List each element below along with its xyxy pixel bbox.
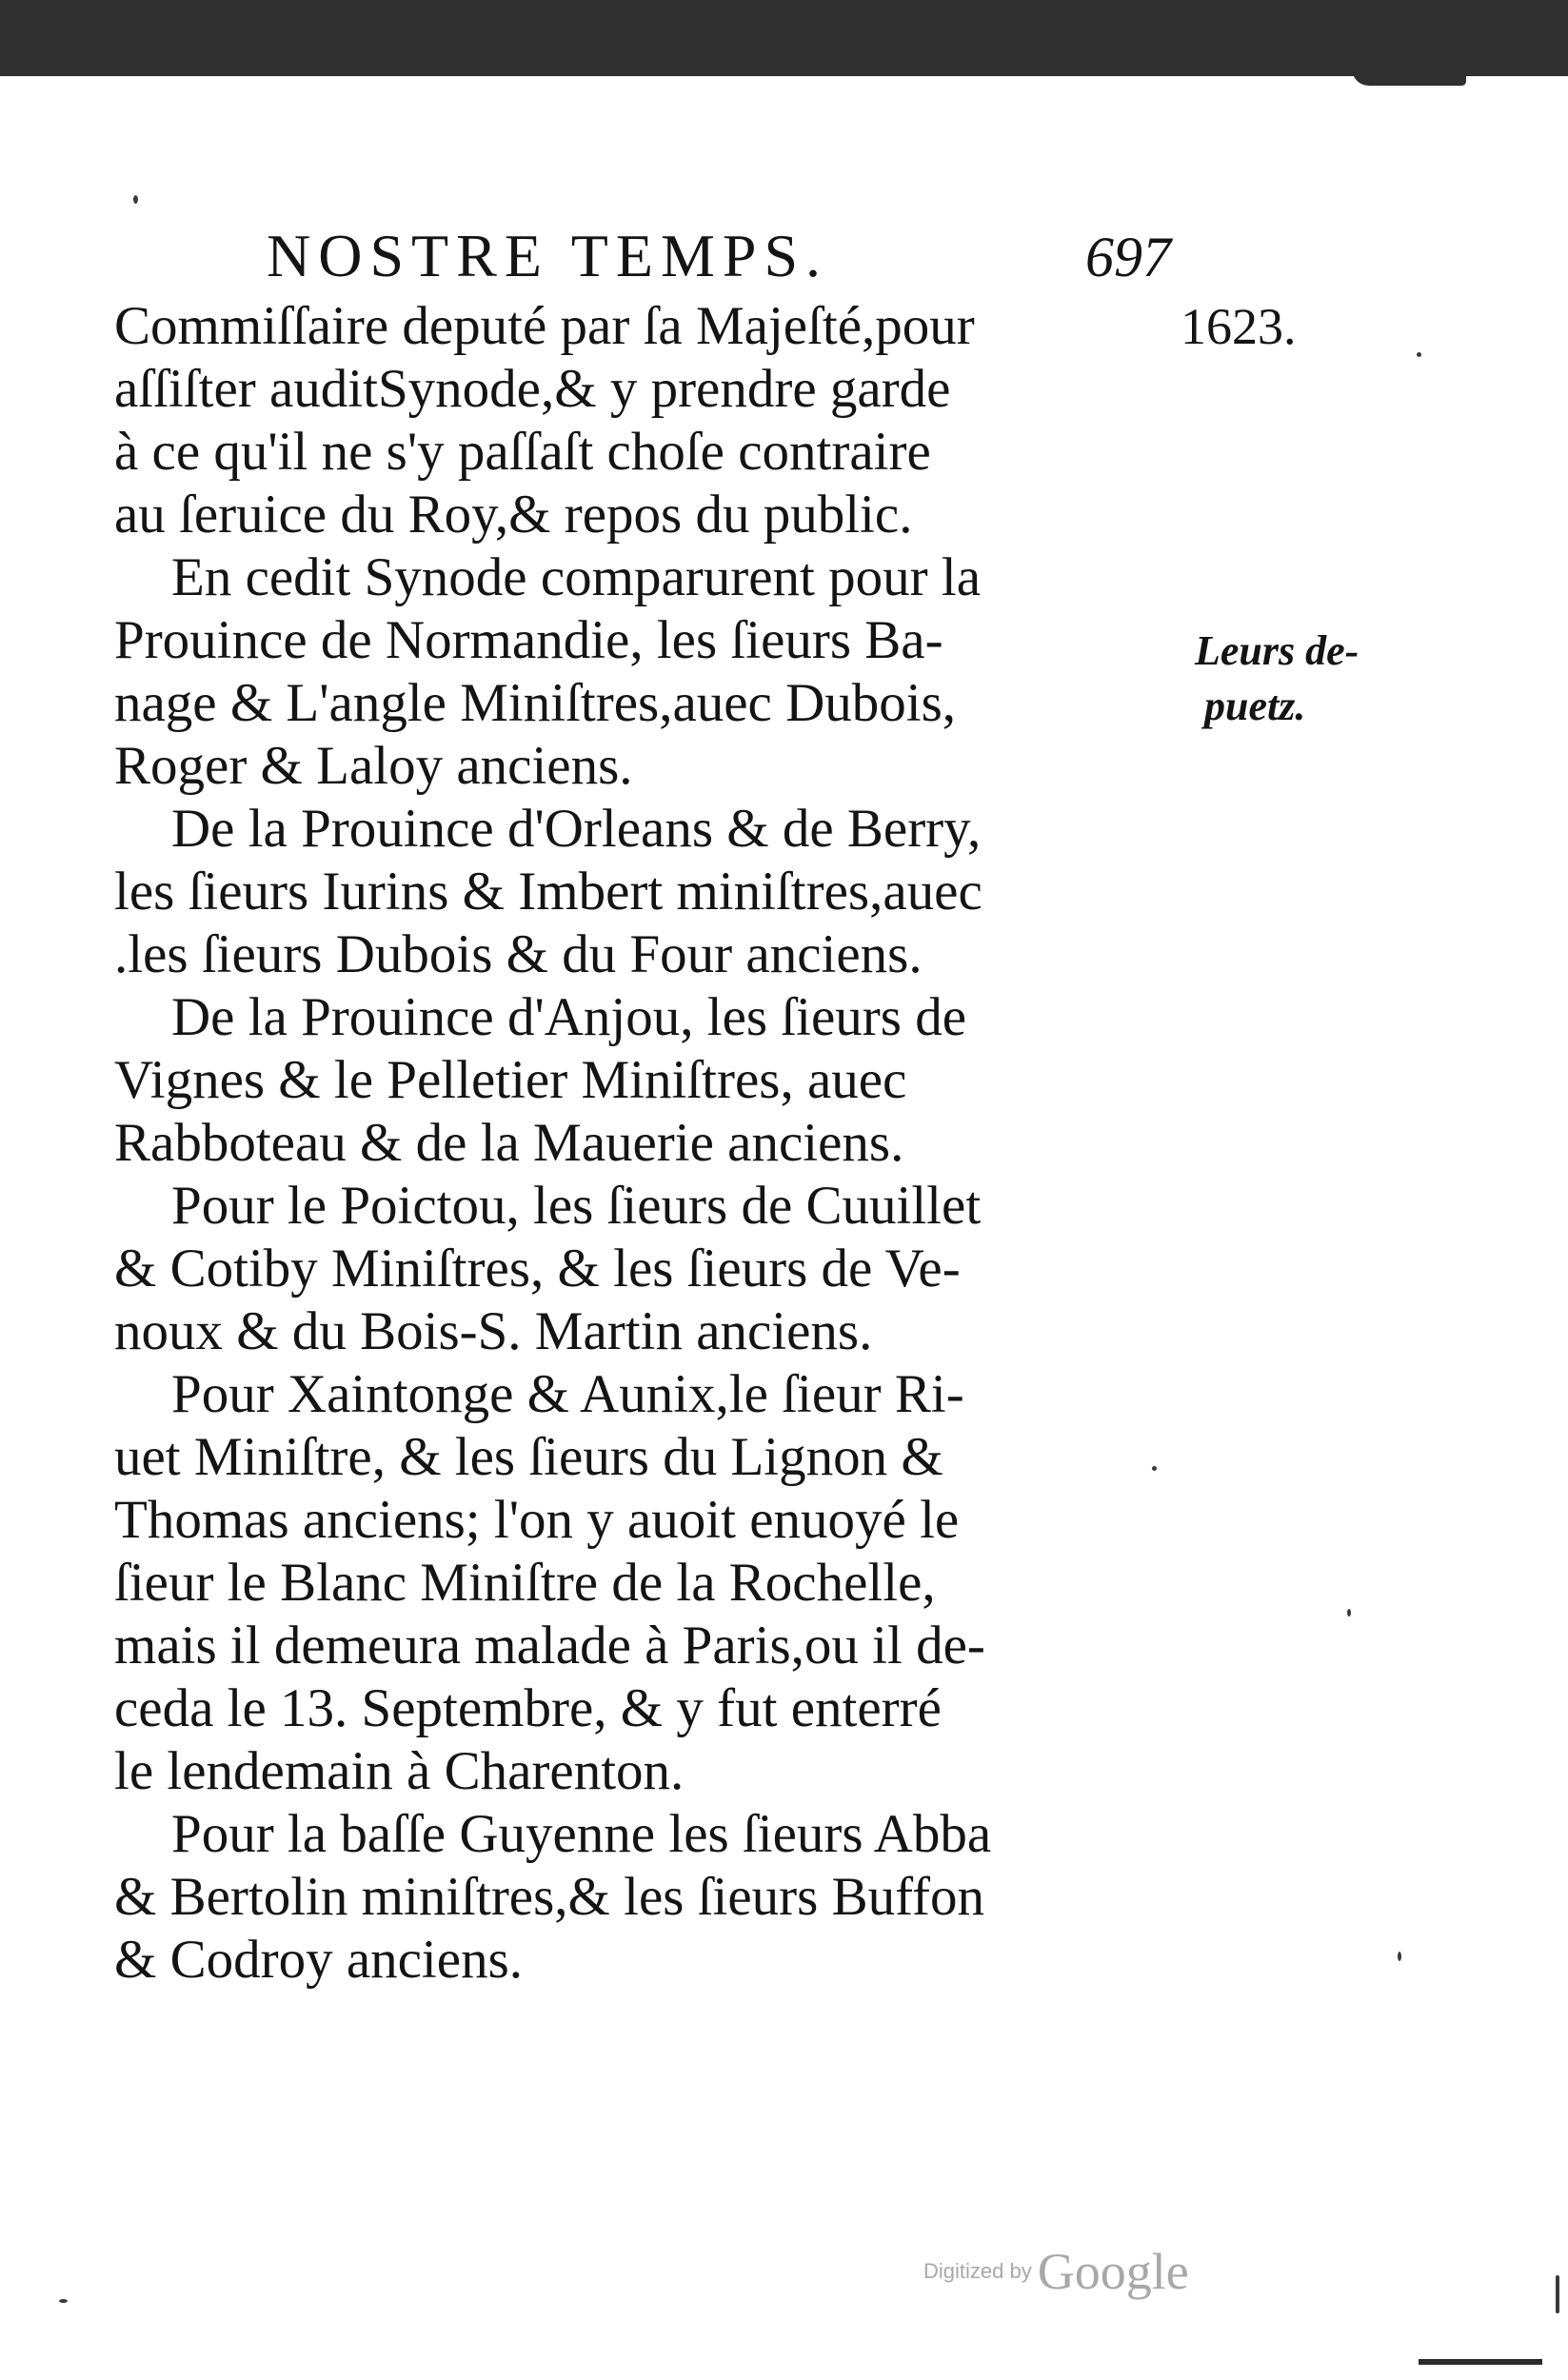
page-number: 697 [1085, 226, 1171, 288]
scan-border-notch [1352, 69, 1466, 86]
text-line: aſſiſter auditSynode,& y prendre garde [114, 359, 951, 419]
watermark-prefix: Digitized by [923, 2259, 1032, 2283]
text-line: Pour la baſſe Guyenne les ſieurs Abba [171, 1804, 992, 1864]
running-head: NOSTRE TEMPS. [267, 222, 829, 289]
margin-note [1195, 624, 1414, 734]
text-line: noux & du Bois-S. Martin anciens. [114, 1301, 873, 1361]
text-line: nage & L'angle Miniſtres,auec Dubois, [114, 673, 957, 733]
scan-speck [133, 195, 138, 204]
scan-speck [1152, 1466, 1157, 1471]
text-line: au ſeruice du Roy,& repos du public. [114, 485, 913, 545]
text-line: En cedit Synode comparurent pour la [171, 547, 981, 607]
scan-speck [1417, 352, 1421, 357]
watermark-brand: Google [1037, 2243, 1189, 2300]
margin-note-line-1: Leurs de- [1195, 627, 1360, 674]
text-line: De la Prouince d'Anjou, les ſieurs de [171, 987, 966, 1047]
text-line: & Codroy anciens. [114, 1930, 524, 1990]
text-line: le lendemain à Charenton. [114, 1741, 685, 1801]
scan-speck [1347, 1609, 1351, 1616]
page-header [257, 221, 1171, 297]
text-line: à ce qu'il ne s'y paſſaſt choſe contraire [114, 422, 931, 482]
scan-border-top [0, 0, 1568, 76]
digitized-watermark [923, 2242, 1189, 2301]
body-text [114, 295, 1181, 1992]
scan-border-bottom [1419, 2359, 1542, 2365]
text-line: & Bertolin miniſtres,& les ſieurs Buffon [114, 1867, 985, 1927]
text-line: mais il demeura malade à Paris,ou il de- [114, 1616, 985, 1676]
text-line: .les ſieurs Dubois & du Four anciens. [114, 924, 923, 984]
text-line: Rabboteau & de la Mauerie anciens. [114, 1113, 904, 1173]
margin-year: 1623. [1181, 298, 1297, 355]
scan-speck [1398, 1952, 1401, 1961]
text-line: ſieur le Blanc Miniſtre de la Rochelle, [114, 1553, 936, 1613]
text-line: uet Miniſtre, & les ſieurs du Lignon & [114, 1427, 943, 1487]
text-line: Pour Xaintonge & Aunix,le ſieur Ri- [171, 1364, 964, 1424]
scan-speck [1556, 2275, 1559, 2313]
text-line: Vignes & le Pelletier Miniſtres, auec [114, 1050, 907, 1110]
text-line: ceda le 13. Septembre, & y fut enterré [114, 1678, 942, 1738]
text-line: Commiſſaire deputé par ſa Majeſté,pour [114, 296, 975, 356]
text-line: & Cotiby Miniſtres, & les ſieurs de Ve- [114, 1239, 961, 1299]
text-line: Thomas anciens; l'on y auoit enuoyé le [114, 1490, 960, 1550]
text-line: Prouince de Normandie, les ſieurs Ba- [114, 610, 943, 670]
text-line: Roger & Laloy anciens. [114, 736, 633, 796]
text-line: De la Prouince d'Orleans & de Berry, [171, 799, 982, 859]
scan-speck [59, 2299, 68, 2303]
text-line: Pour le Poictou, les ſieurs de Cuuillet [171, 1176, 982, 1236]
margin-note-line-2: puetz. [1204, 683, 1306, 729]
text-line: les ſieurs Iurins & Imbert miniſtres,auec [114, 862, 982, 922]
